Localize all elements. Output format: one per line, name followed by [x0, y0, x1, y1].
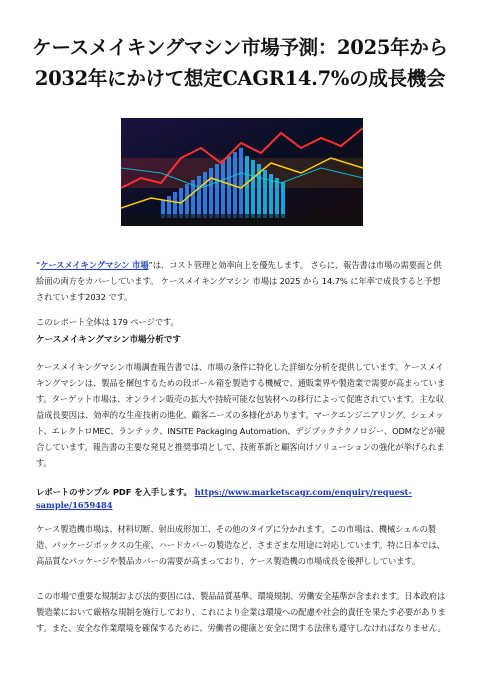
- hero-chart-image: [121, 118, 363, 226]
- hero-bar: [227, 156, 231, 218]
- hero-bar: [185, 184, 189, 218]
- hero-bar: [245, 156, 249, 218]
- pages-note: このレポート全体は 179 ページです。: [36, 317, 179, 327]
- hero-bar: [281, 182, 285, 218]
- regulation-paragraph: この市場で重要な規制および法的要因には、製品品質基準、環境規制、労働安全基準が含まれます。日本政府は製造業において厳格な規制を施行しており、これにより企業は環境への配慮や社会的責任を果たす必要があります。また、安全な作業環境を確保するために、労働者の健康と安全に関する法律も遵守しなければなりません。: [36, 591, 446, 633]
- sample-request: [36, 486, 446, 512]
- hero-bar: [203, 172, 207, 218]
- sample-label: レポートのサンプル PDF を入手します。: [36, 487, 195, 497]
- hero-bar: [263, 170, 267, 218]
- intro-text: ”は、コスト管理と効率向上を優先します。 さらに、報告書は市場の需要面と供給面の両方をカバーしています。 ケースメイキングマシン 市場は 2025 から 14.7% に年率で成長すると予想されています2032 です。: [36, 260, 442, 302]
- hero-bar: [251, 160, 255, 218]
- hero-bar: [221, 160, 225, 218]
- analysis-heading: ケースメイキングマシン市場分析です: [36, 335, 182, 345]
- hero-bar: [215, 164, 219, 218]
- analysis-paragraph: ケースメイキングマシン市場調査報告書では、市場の条件に特化した詳細な分析を提供しています。ケースメイキングマシンは、製品を梱包するための段ボール箱を製造する機械で、通販業界や製造業で需要が高まっています。ターゲット市場は、オンライン販売の拡大や持続可能な包装材への移行によって促進されています。主な収益成長要因は、効率的な生産技術の進化、顧客ニーズの多様化があります。マークエンジニアリング、シュメット、エレクトロMEC、ランテック、INSITE Packaging Automation、デジブックテクノロジー、ODMなどが競合しています。報告書の主要な発見と推奨事項として、技術革新と顧客向けソリューションの強化が挙げられます。: [36, 362, 446, 468]
- page-title: ケースメイキングマシン市場予測：2025年から2032年にかけて想定CAGR14.7%の成長機会: [32, 36, 448, 90]
- hero-bar: [275, 178, 279, 218]
- sample-link[interactable]: https://www.marketscagr.com/enquiry/request-sample/1659484: [36, 487, 412, 510]
- intro-paragraph: [36, 257, 446, 305]
- hero-bar: [209, 168, 213, 218]
- segment-paragraph: ケース製造機市場は、材料切断、射出成形加工、その他のタイプに分かれます。この市場は、機械シェルの製造、パッケージボックスの生産、ハードカバーの製造など、さまざまな用途に対応しています。特に日本では、高品質なパッケージや製品カバーの需要が高まっており、ケース製造機の市場成長を後押ししています。: [36, 524, 445, 566]
- quote-mark: “: [36, 260, 41, 270]
- market-link[interactable]: ケースメイキングマシン 市場: [40, 260, 149, 270]
- hero-bar: [197, 176, 201, 218]
- hero-bar: [239, 148, 243, 218]
